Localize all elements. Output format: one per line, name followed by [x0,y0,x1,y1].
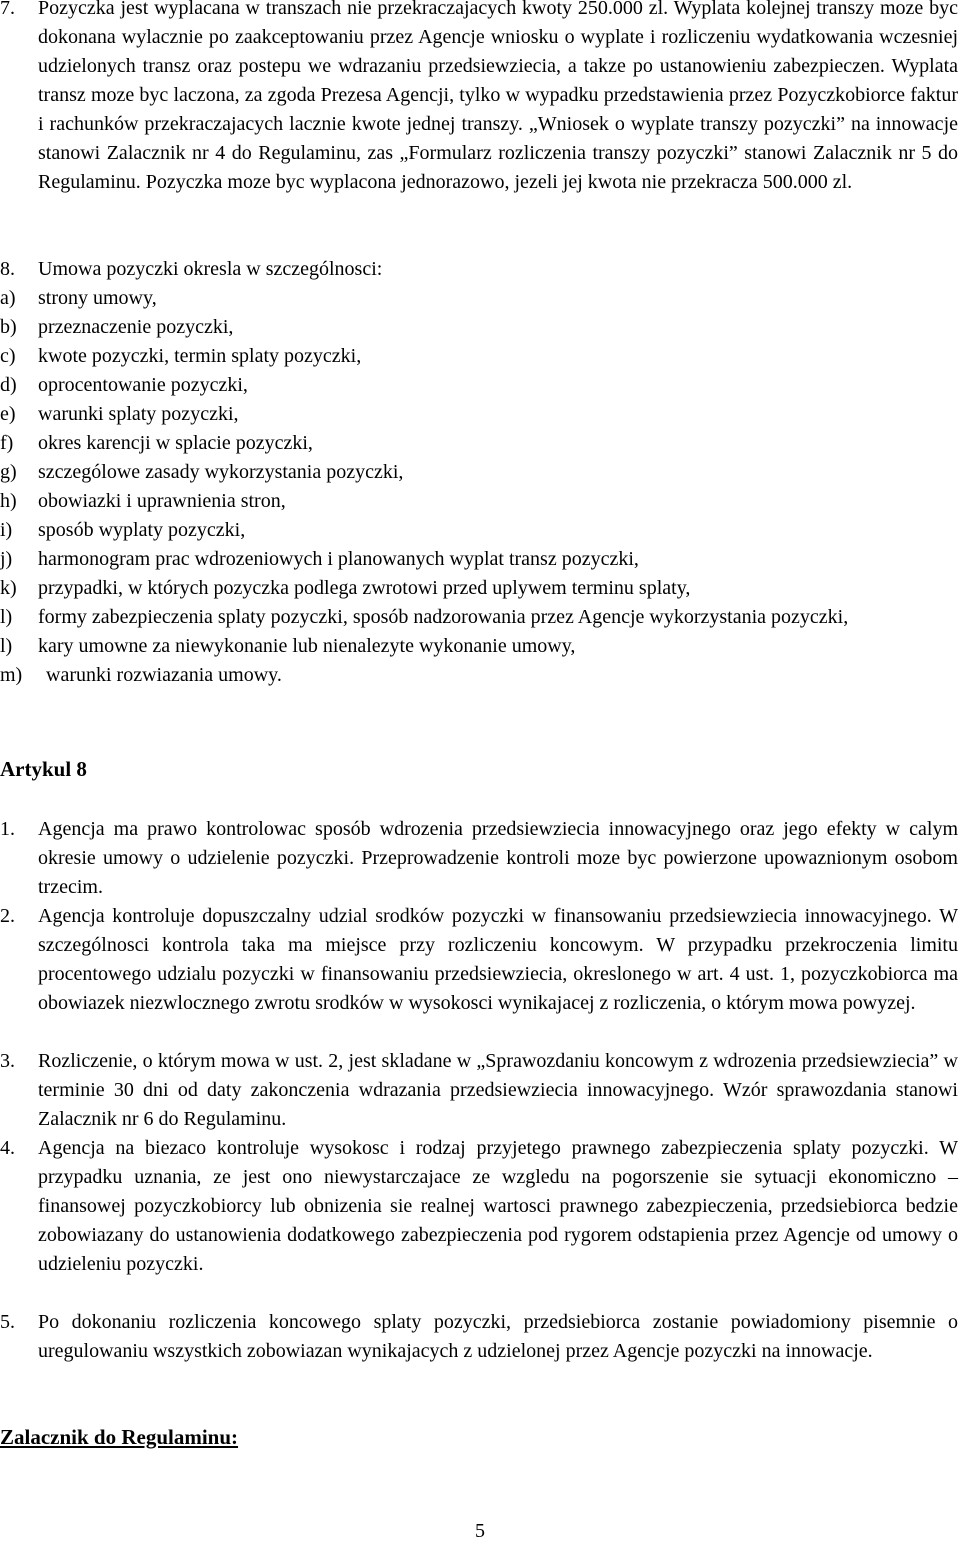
article-item-4 [0,1134,958,1279]
list-item-text: okres karencji w splacie pozyczki, [38,432,313,454]
list-item [0,284,958,313]
item-number: 3. [0,1050,15,1072]
list-item-label: a) [0,287,16,309]
paragraph-number: 7. [0,0,15,19]
item-text: Agencja ma prawo kontrolowac sposób wdrozenia przedsiewziecia innowacyjnego oraz jego efekty w calym okresie umowy o udzielenie pozyczki. Przeprowadzenie kontroli moze byc powierzone upowaznionym osobom trzecim. [38,818,958,898]
list-item-text: warunki splaty pozyczki, [38,403,239,425]
list-item-text: harmonogram prac wdrozeniowych i planowanych wyplat transz pozyczki, [38,548,639,570]
appendix-heading: Zalacznik do Regulaminu: [0,1425,239,1449]
list-item-text: strony umowy, [38,287,157,309]
list-item-label: d) [0,374,17,396]
list-item [0,429,958,458]
list-item-label: c) [0,345,16,367]
list-item-label: j) [0,548,13,570]
list-item [0,603,958,632]
article-item-2 [0,902,958,1018]
article-heading: Artykul 8 [0,757,87,781]
list-item-text: przeznaczenie pozyczki, [38,316,234,338]
paragraph-8 [0,255,958,284]
article-item-3 [0,1047,958,1134]
item-text: Rozliczenie, o którym mowa w ust. 2, jest skladane w „Sprawozdaniu koncowym z wdrozenia przedsiewziecia” w terminie 30 dni od daty zakonczenia wdrazania przedsiewziecia innowacyjnego. Wzór sprawozdania stanowi Zalacznik nr 6 do Regulaminu. [38,1050,958,1130]
list-item-text: przypadki, w których pozyczka podlega zwrotowi przed uplywem terminu splaty, [38,577,691,599]
list-item [0,371,958,400]
list-item [0,313,958,342]
list-item-label: i) [0,519,13,541]
list-item-label: e) [0,403,16,425]
list-item-text: obowiazki i uprawnienia stron, [38,490,286,512]
contract-terms-list [0,284,958,690]
list-item-label: f) [0,432,14,454]
list-item-text: sposób wyplaty pozyczki, [38,519,246,541]
paragraph-text: Pozyczka jest wyplacana w transzach nie przekraczajacych kwoty 250.000 zl. Wyplata kolejnej transzy moze byc dokonana wylacznie po zaakceptowaniu przez Agencje wniosku o wyplate i rozliczeniu wydatkowania wczesniej udzielonych transz oraz postepu we wdrazaniu przedsiewziecia, a takze po ustanowieniu zabezpieczen. Wyplata transz moze byc laczona, za zgoda Prezesa Agencji, tylko w wypadku przedstawienia przez Pozyczkobiorce faktur i rachunków przekraczajacych lacznie kwote jednej transzy. „Wniosek o wyplate transzy pozyczki” na innowacje stanowi Zalacznik nr 4 do Regulaminu, zas „Formularz rozliczenia transzy pozyczki” stanowi Zalacznik nr 5 do Regulaminu. Pozyczka moze byc wyplacona jednorazowo, jezeli jej kwota nie przekracza 500.000 zl. [38,0,958,193]
paragraph-text: Umowa pozyczki okresla w szczególnosci: [38,258,383,280]
list-item-label: l) [0,606,13,628]
list-item [0,342,958,371]
list-item-label: l) [0,635,13,657]
list-item-text: kary umowne za niewykonanie lub nienalezyte wykonanie umowy, [38,635,576,657]
page-number: 5 [475,1520,485,1542]
list-item-label: b) [0,316,17,338]
list-item-text: kwote pozyczki, termin splaty pozyczki, [38,345,362,367]
item-text: Po dokonaniu rozliczenia koncowego splaty pozyczki, przedsiebiorca zostanie powiadomiony pisemnie o uregulowaniu wszystkich zobowiazan wynikajacych z udzielonej przez Agencje pozyczki na innowacje. [38,1311,958,1362]
list-item [0,487,958,516]
list-item-text: formy zabezpieczenia splaty pozyczki, sposób nadzorowania przez Agencje wykorzystania pozyczki, [38,606,849,628]
list-item-text: szczególowe zasady wykorzystania pozyczki, [38,461,404,483]
list-item [0,574,958,603]
item-number: 2. [0,905,15,927]
list-item-text: oprocentowanie pozyczki, [38,374,248,396]
item-number: 5. [0,1311,15,1333]
list-item-text: warunki rozwiazania umowy. [46,664,282,686]
item-text: Agencja kontroluje dopuszczalny udzial srodków pozyczki w finansowaniu przedsiewziecia innowacyjnego. W szczególnosci kontrola taka ma miejsce przy rozliczeniu koncowym. W przypadku przekroczenia limitu procentowego udzialu pozyczki w finansowaniu przedsiewziecia, okreslonego w art. 4 ust. 1, pozyczkobiorca ma obowiazek niezwlocznego zwrotu srodków w wysokosci wynikajacej z rozliczenia, o którym mowa powyzej. [38,905,958,1014]
list-item [0,661,958,690]
list-item [0,632,958,661]
list-item [0,458,958,487]
list-item-label: k) [0,577,17,599]
item-number: 4. [0,1137,15,1159]
item-number: 1. [0,818,15,840]
list-item-label: m) [0,664,23,686]
paragraph-7 [0,0,958,197]
list-item-label: h) [0,490,17,512]
list-item [0,545,958,574]
article-item-5 [0,1308,958,1366]
list-item-label: g) [0,461,17,483]
list-item [0,400,958,429]
list-item [0,516,958,545]
item-text: Agencja na biezaco kontroluje wysokosc i rodzaj przyjetego prawnego zabezpieczenia splaty pozyczki. W przypadku uznania, ze jest ono niewystarczajace ze wzgledu na pogorszenie sie sytuacji ekonomiczno – finansowej pozyczkobiorcy lub obnizenia sie realnej wartosci prawnego zabezpieczenia, przedsiebiorca bedzie zobowiazany do ustanowienia dodatkowego zabezpieczenia pod rygorem odstapienia przez Agencje od umowy o udzieleniu pozyczki. [38,1137,958,1275]
article-item-1 [0,815,958,902]
paragraph-number: 8. [0,258,15,280]
